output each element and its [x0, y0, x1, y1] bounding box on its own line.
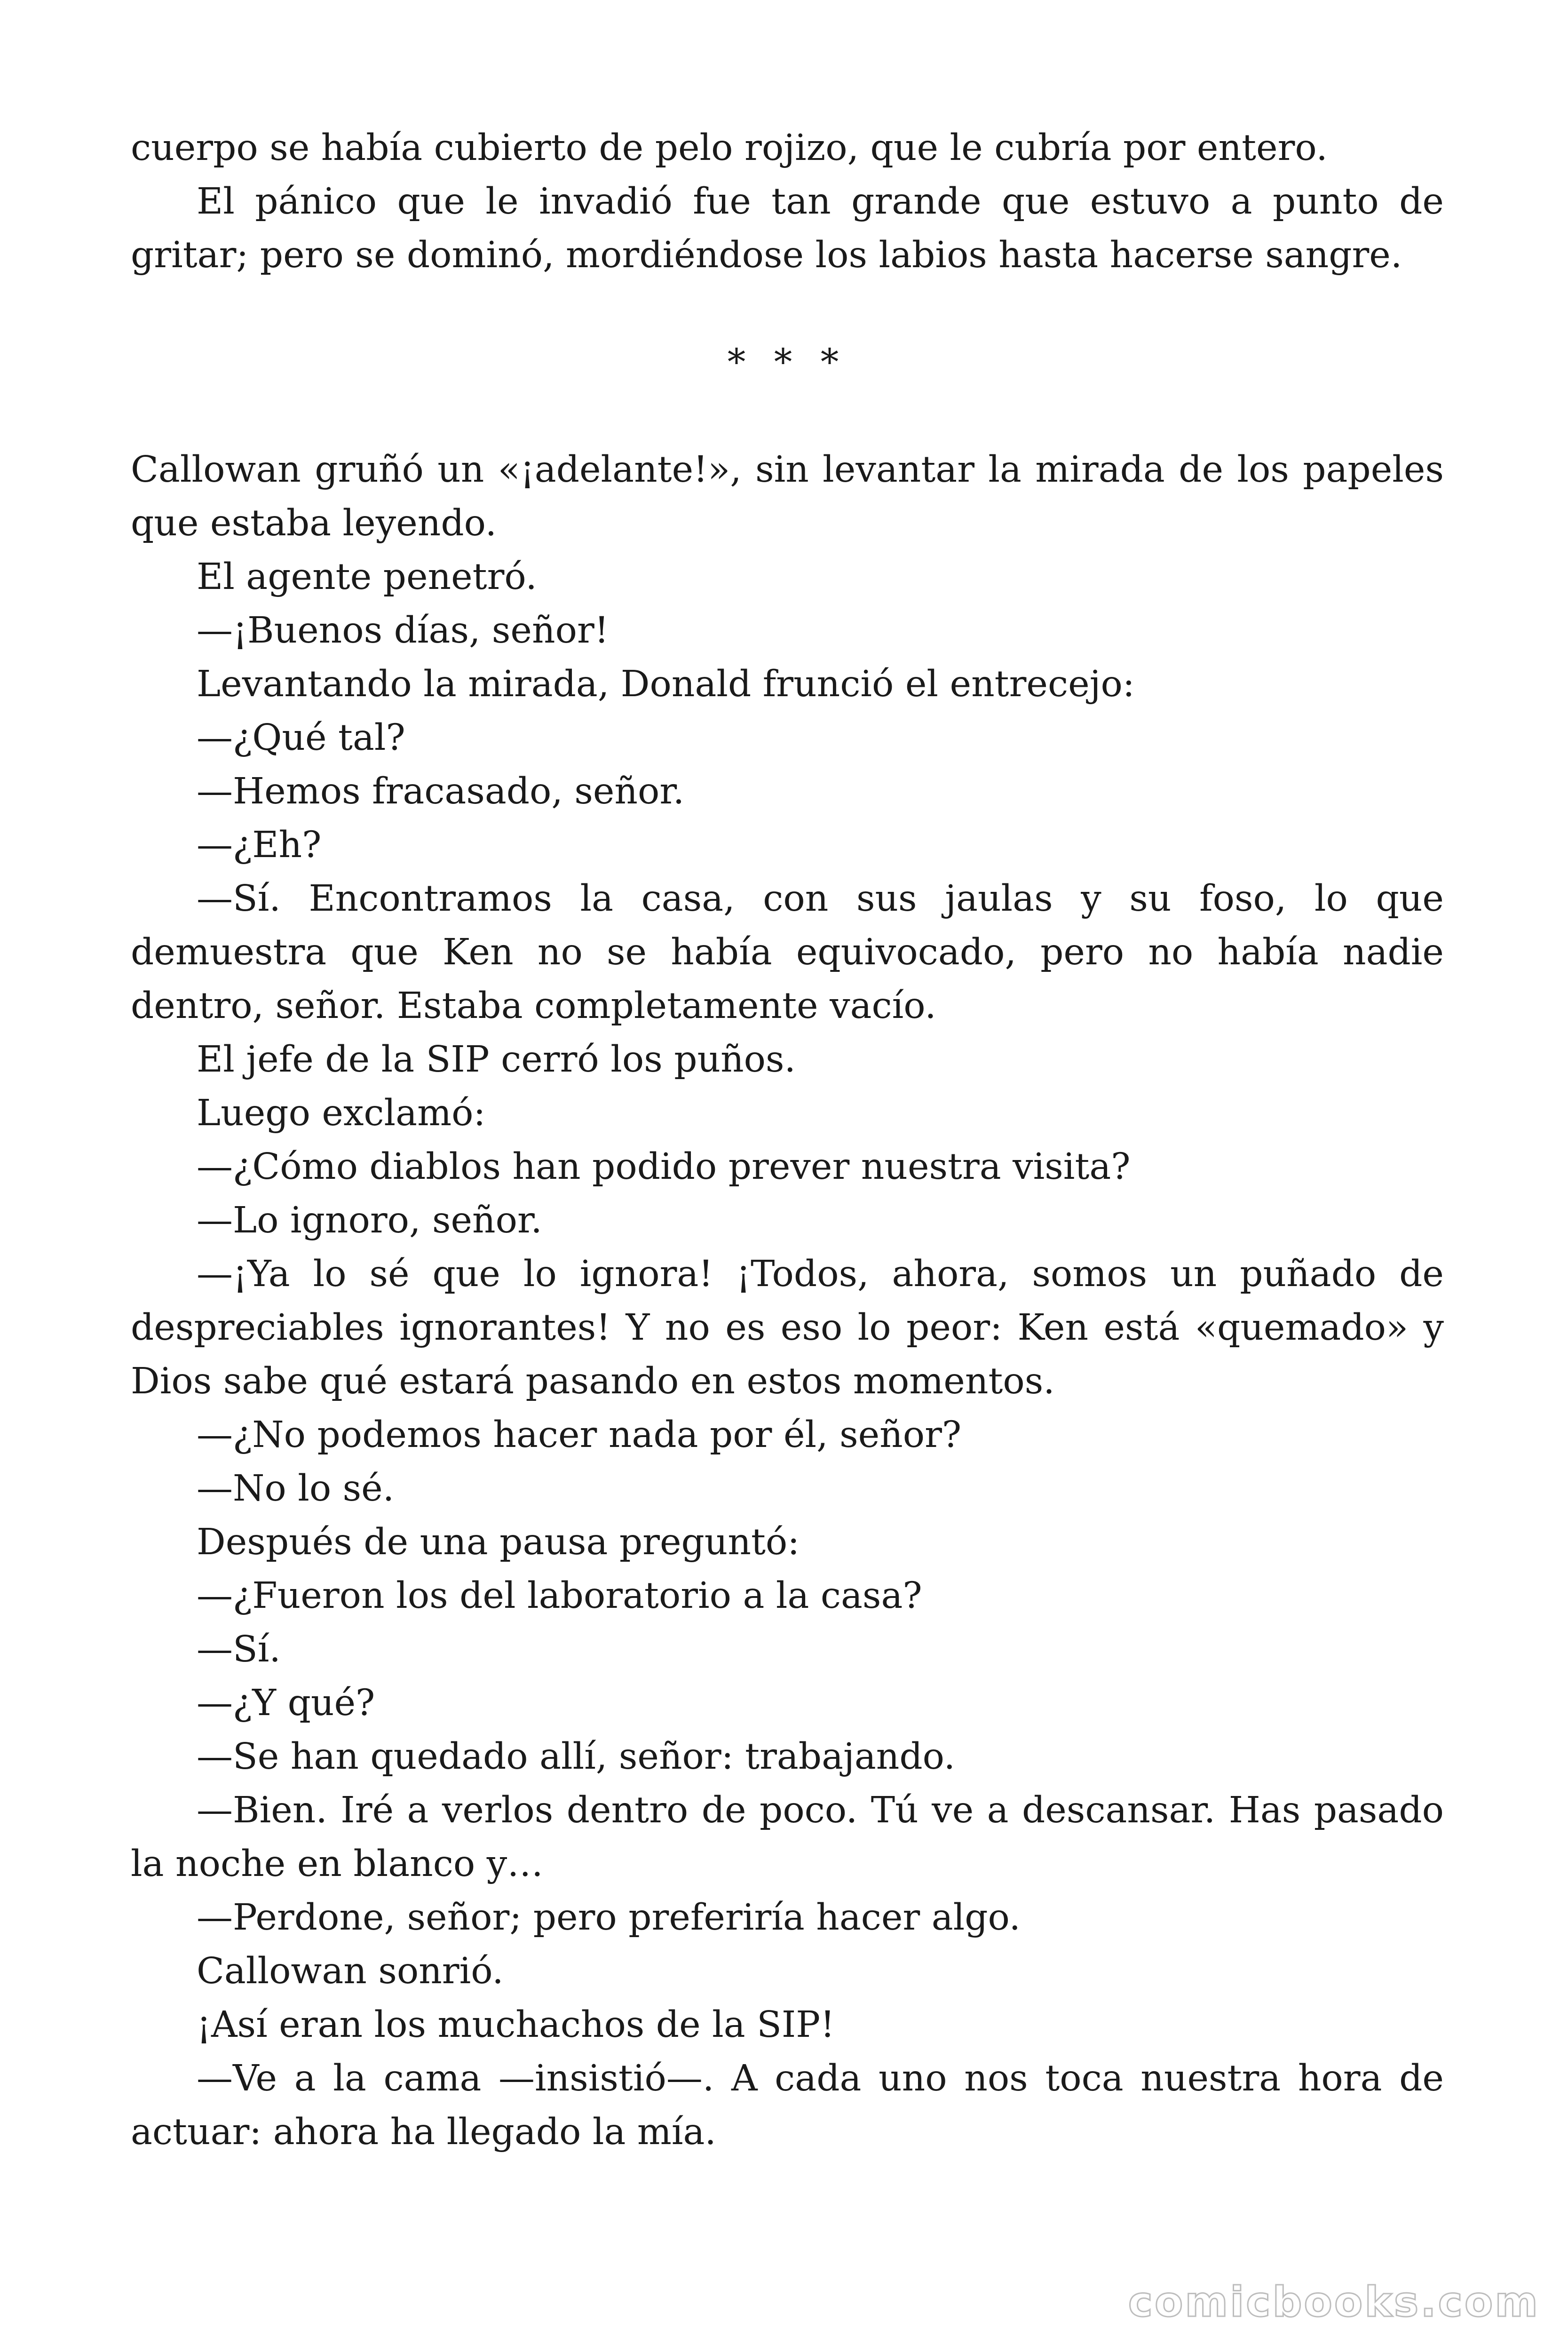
paragraph: El agente penetró. — [197, 556, 537, 598]
paragraph: —¡Ya lo sé que lo ignora! ¡Todos, ahora, somos un puñado de despreciables ignorantes! Y no es eso lo peor: Ken está «quemado» y Dios sabe qué estará pasando en estos momentos. — [131, 1253, 1444, 1402]
paragraph: Callowan sonrió. — [197, 1950, 504, 1992]
paragraph: —¿Y qué? — [197, 1682, 375, 1724]
book-page — [131, 121, 1444, 2159]
paragraph: —Bien. Iré a verlos dentro de poco. Tú ve a descansar. Has pasado la noche en blanco y… — [131, 1789, 1444, 1885]
paragraph: Después de una pausa preguntó: — [197, 1521, 800, 1563]
paragraph: —Se han quedado allí, señor: trabajando. — [197, 1736, 956, 1778]
paragraph: —Sí. — [197, 1629, 281, 1670]
paragraph: —Sí. Encontramos la casa, con sus jaulas y su foso, lo que demuestra que Ken no se había equivocado, pero no había nadie dentro, señor. Estaba completamente vacío. — [131, 878, 1444, 1027]
paragraph: —¿Fueron los del laboratorio a la casa? — [197, 1575, 922, 1617]
paragraph: —¡Buenos días, señor! — [197, 610, 609, 652]
paragraphs-top — [131, 121, 1444, 282]
paragraph: —Perdone, señor; pero preferiría hacer algo. — [197, 1897, 1021, 1939]
paragraph: —Lo ignoro, señor. — [197, 1200, 542, 1241]
paragraph: Luego exclamó: — [197, 1092, 486, 1134]
paragraph: —¿Eh? — [197, 824, 322, 866]
paragraph: Callowan gruñó un «¡adelante!», sin levantar la mirada de los papeles que estaba leyendo. — [131, 449, 1444, 544]
paragraph: El pánico que le invadió fue tan grande que estuvo a punto de gritar; pero se dominó, mordiéndose los labios hasta hacerse sangre. — [131, 181, 1444, 276]
paragraph: —Ve a la cama —insistió—. A cada uno nos toca nuestra hora de actuar: ahora ha llegado la mía. — [131, 2058, 1444, 2153]
paragraph: cuerpo se había cubierto de pelo rojizo, que le cubría por entero. — [131, 127, 1328, 169]
paragraph: El jefe de la SIP cerró los puños. — [197, 1039, 796, 1081]
section-separator: * * * — [727, 342, 847, 383]
paragraph: —No lo sé. — [197, 1468, 395, 1510]
paragraph: ¡Así eran los muchachos de la SIP! — [197, 2004, 835, 2046]
paragraph: —Hemos fracasado, señor. — [197, 771, 685, 812]
watermark-logo: comicbooks.com — [1128, 2278, 1540, 2326]
paragraphs-bottom — [131, 443, 1444, 2159]
paragraph: Levantando la mirada, Donald frunció el entrecejo: — [197, 663, 1135, 705]
paragraph: —¿Cómo diablos han podido prever nuestra visita? — [197, 1146, 1131, 1188]
paragraph: —¿No podemos hacer nada por él, señor? — [197, 1414, 962, 1456]
paragraph: —¿Qué tal? — [197, 717, 405, 759]
